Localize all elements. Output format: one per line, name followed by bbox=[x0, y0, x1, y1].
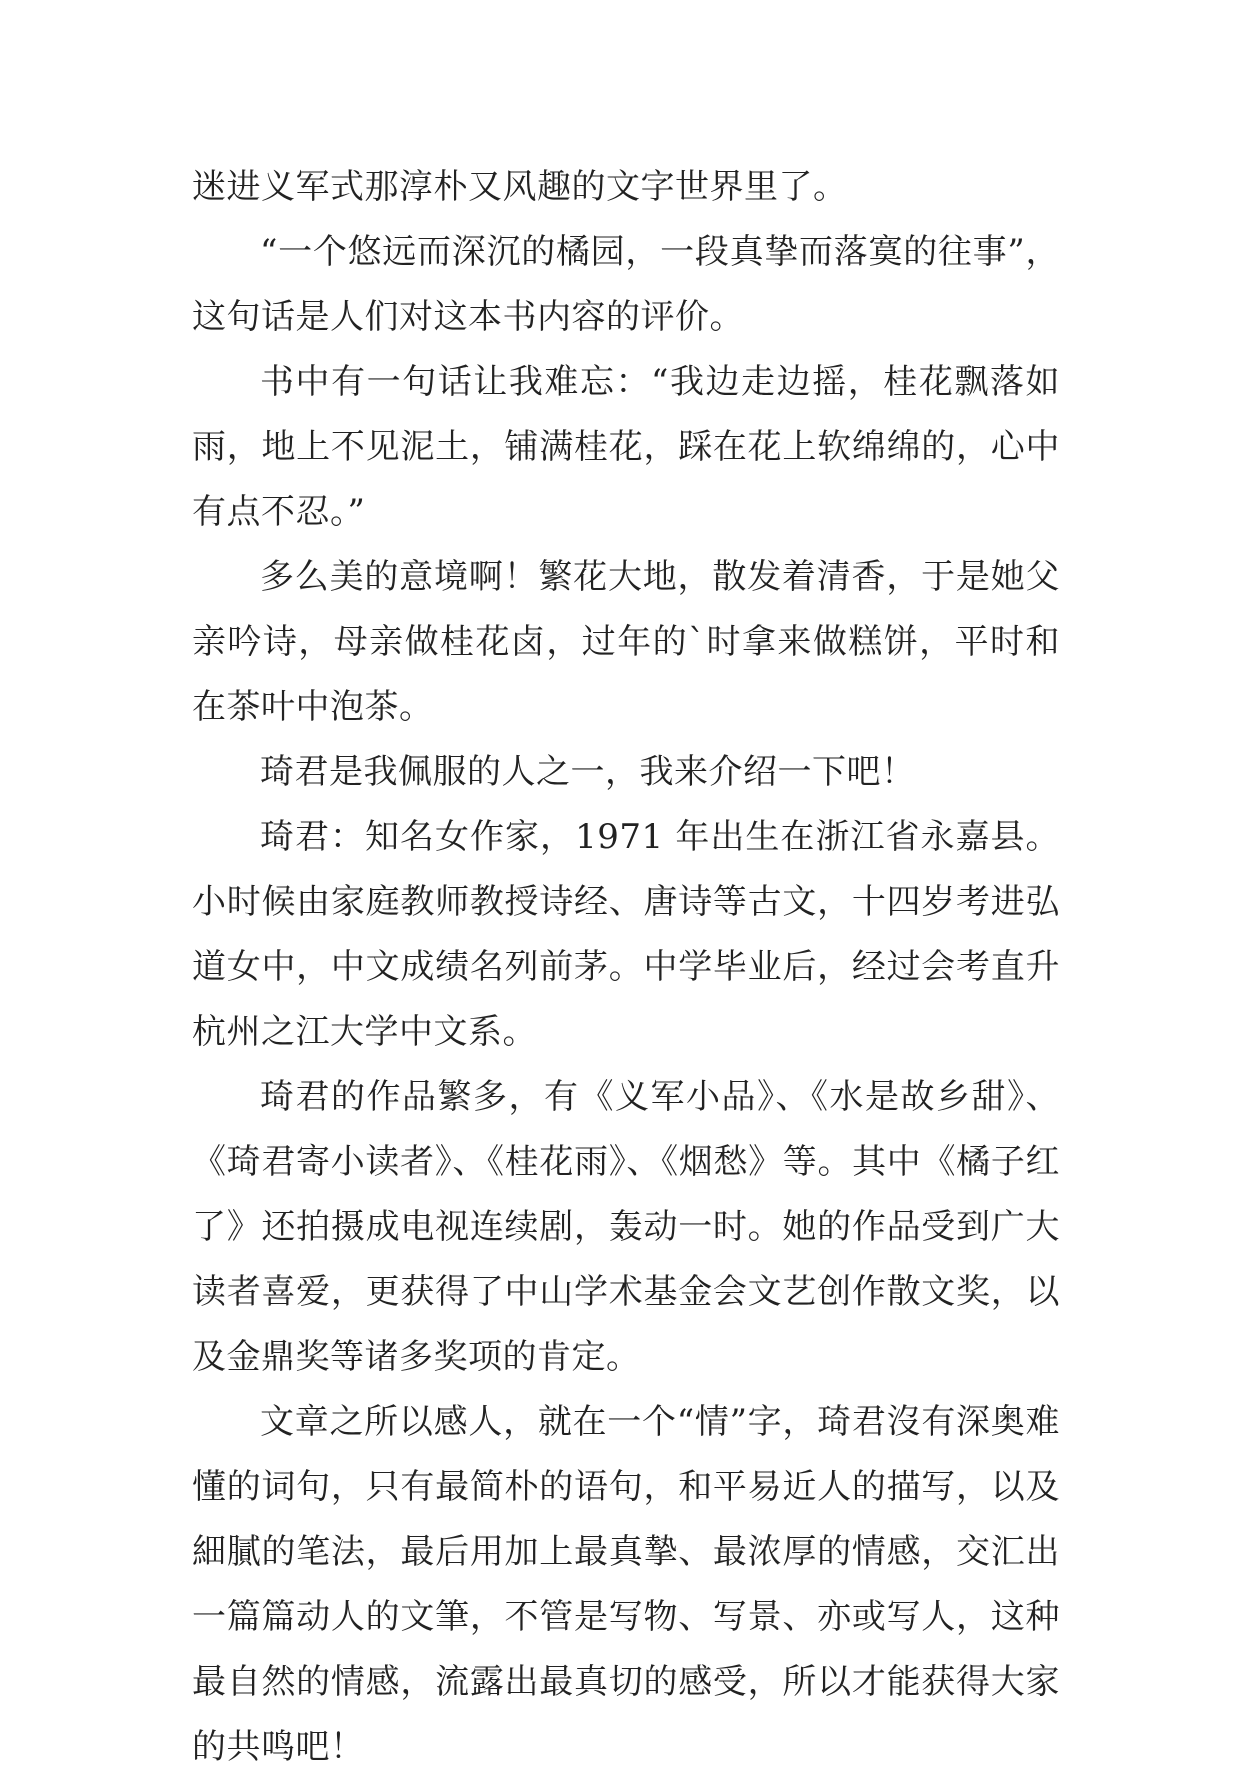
article-body bbox=[192, 155, 1060, 1780]
paragraph-quote-evaluation: “一个悠远而深沉的橘园，一段真挚而落寞的往事”，这句话是人们对这本书内容的评价。 bbox=[192, 232, 1060, 337]
paragraph-continued: 迷进义军式那淳朴又风趣的文字世界里了。 bbox=[192, 167, 848, 207]
paragraph-works: 琦君的作品繁多，有《义军小品》、《水是故乡甜》、《琦君寄小读者》、《桂花雨》、《烟愁》等。其中《橘子红了》还拍摄成电视连续剧，轰动一时。她的作品受到广大读者喜爱，更获得了中山学术基金会文艺创作散文奖，以及金鼎奖等诸多奖项的肯定。 bbox=[192, 1077, 1060, 1377]
paragraph-conclusion: 文章之所以感人，就在一个“情”字，琦君沒有深奥难懂的词句，只有最简朴的语句，和平易近人的描写，以及細膩的笔法，最后用加上最真摯、最浓厚的情感，交汇出一篇篇动人的文筆，不管是写物、写景、亦或写人，这种最自然的情感，流露出最真切的感受，所以才能获得大家的共鸣吧！ bbox=[192, 1402, 1060, 1767]
paragraph-memorable-quote: 书中有一句话让我难忘：“我边走边摇，桂花飘落如雨，地上不见泥土，铺满桂花，踩在花上软绵绵的，心中有点不忍。” bbox=[192, 362, 1060, 532]
paragraph-introduction: 琦君是我佩服的人之一，我来介绍一下吧！ bbox=[260, 752, 916, 792]
paragraph-mood: 多么美的意境啊！繁花大地，散发着清香，于是她父亲吟诗，母亲做桂花卤，过年的`时拿来做糕饼，平时和在茶叶中泡茶。 bbox=[192, 557, 1060, 727]
paragraph-author-bio: 琦君：知名女作家，1971 年出生在浙江省永嘉县。小时候由家庭教师教授诗经、唐诗等古文，十四岁考进弘道女中，中文成绩名列前茅。中学毕业后，经过会考直升杭州之江大学中文系。 bbox=[192, 817, 1060, 1052]
